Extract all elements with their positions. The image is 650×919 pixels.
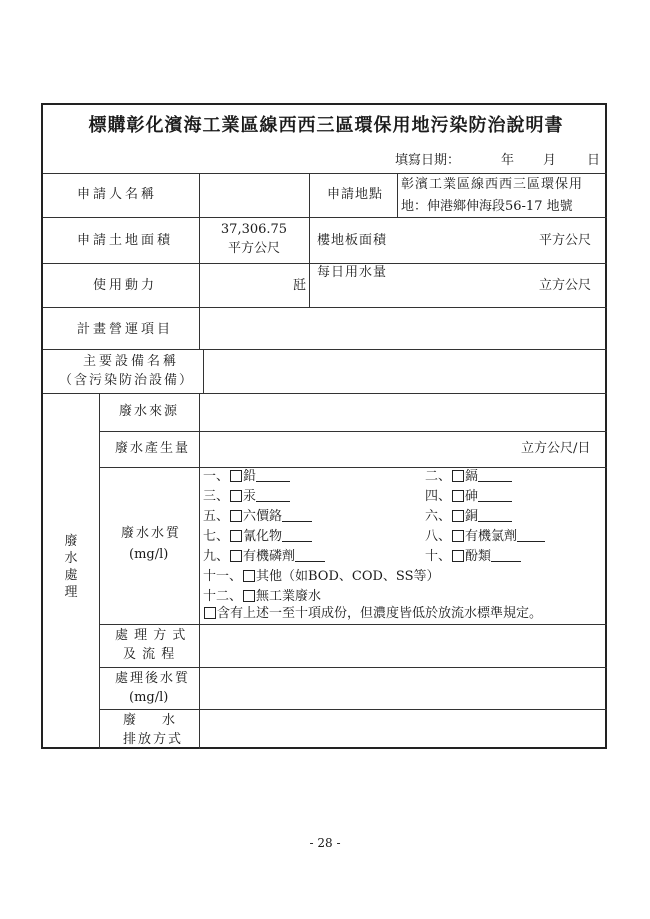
pollutant-item-8: 八、 有機氯劑 [425, 529, 545, 545]
pollutant-item-3: 三、 汞 [203, 489, 290, 505]
checkbox[interactable] [452, 530, 464, 542]
checkbox[interactable] [230, 510, 242, 522]
floor-area-unit: 平方公尺 [539, 233, 592, 248]
land-area-unit: 平方公尺 [227, 241, 280, 256]
checkbox[interactable] [452, 550, 464, 562]
pollutant-item-5: 五、 六價鉻 [203, 509, 312, 525]
treatment-flow-label: 及 流 程 [123, 647, 176, 662]
pollutant-item-11: 十一、 其他（如BOD、COD、SS等） [203, 569, 440, 584]
rule [99, 709, 607, 710]
checkbox[interactable] [243, 590, 255, 602]
checkbox[interactable] [204, 607, 216, 619]
power-label: 使用動力 [93, 278, 158, 293]
floor-area-label: 樓地板面積 [317, 233, 388, 248]
rule [99, 624, 607, 625]
pollutant-item-9: 九、 有機磷劑 [203, 549, 325, 565]
rule [99, 667, 607, 668]
checkbox[interactable] [452, 490, 464, 502]
applicant-name-label: 申請人名稱 [77, 187, 158, 202]
fill-date-day: 日 [587, 153, 601, 168]
checkbox[interactable] [452, 470, 464, 482]
rule [99, 393, 100, 749]
checkbox[interactable] [243, 570, 255, 582]
operation-items-label: 計畫營運項目 [77, 322, 174, 337]
checkbox[interactable] [230, 490, 242, 502]
land-area-label: 申請土地面積 [77, 233, 174, 248]
pollutant-item-2: 二、 鎘 [425, 469, 512, 485]
standard-note: 含有上述一至十項成份，但濃度皆低於放流水標準規定。 [203, 606, 542, 622]
wastewater-source-label: 廢水來源 [119, 404, 180, 419]
treatment-method-label: 處 理 方 式 [115, 628, 187, 643]
checkbox[interactable] [452, 510, 464, 522]
checkbox[interactable] [230, 470, 242, 482]
page-number: - 28 - [309, 836, 341, 850]
equipment-label-sub: （含污染防治設備） [59, 373, 195, 388]
equipment-label: 主要設備名稱 [83, 354, 180, 369]
wastewater-quality-label: 廢水水質 [121, 526, 182, 541]
wastewater-amount-unit: 立方公尺/日 [521, 441, 591, 456]
wastewater-section-label: 廢水處理 [64, 534, 78, 600]
fill-date-label: 填寫日期： [395, 153, 461, 168]
discharge-method-label: 排放方式 [123, 732, 184, 747]
water-usage-unit: 立方公尺 [539, 278, 592, 293]
land-area-value: 37,306.75 [220, 222, 288, 237]
rule [99, 467, 607, 468]
form-frame [41, 103, 607, 749]
rule [309, 173, 310, 307]
rule [203, 349, 204, 393]
rule [99, 431, 607, 432]
form-title: 標購彰化濱海工業區線西西三區環保用地污染防治說明書 [88, 115, 564, 136]
location-line-2: 地：伸港鄉伸海段56-17 地號 [401, 199, 573, 214]
rule [199, 393, 200, 749]
power-unit: 瓩 [293, 278, 307, 293]
rule [43, 173, 607, 174]
rule [43, 393, 607, 394]
checkbox[interactable] [230, 550, 242, 562]
rule [199, 173, 200, 349]
treated-quality-label: 處理後水質 [115, 671, 191, 686]
pollutant-item-1: 一、 鉛 [203, 469, 290, 485]
water-usage-label: 每日用水量 [317, 265, 388, 280]
fill-date-year: 年 [501, 153, 515, 168]
rule [43, 307, 607, 308]
pollutant-item-6: 六、 銅 [425, 509, 512, 525]
rule [43, 263, 607, 264]
location-label: 申請地點 [327, 187, 384, 202]
wastewater-amount-label: 廢水產生量 [115, 441, 191, 456]
checkbox[interactable] [230, 530, 242, 542]
pollutant-item-10: 十、 酚類 [425, 549, 521, 565]
pollutant-item-7: 七、 氰化物 [203, 529, 312, 545]
fill-date-month: 月 [543, 153, 557, 168]
discharge-label: 廢 水 [123, 713, 176, 728]
treated-quality-unit: (mg/l) [129, 690, 169, 705]
pollutant-item-4: 四、 砷 [425, 489, 512, 505]
wastewater-quality-unit: (mg/l) [129, 547, 169, 562]
rule [43, 349, 607, 350]
location-line-1: 彰濱工業區線西西三區環保用 [401, 177, 584, 192]
rule [397, 173, 398, 217]
rule [43, 217, 607, 218]
pollutant-item-12: 十二、 無工業廢水 [203, 589, 322, 604]
